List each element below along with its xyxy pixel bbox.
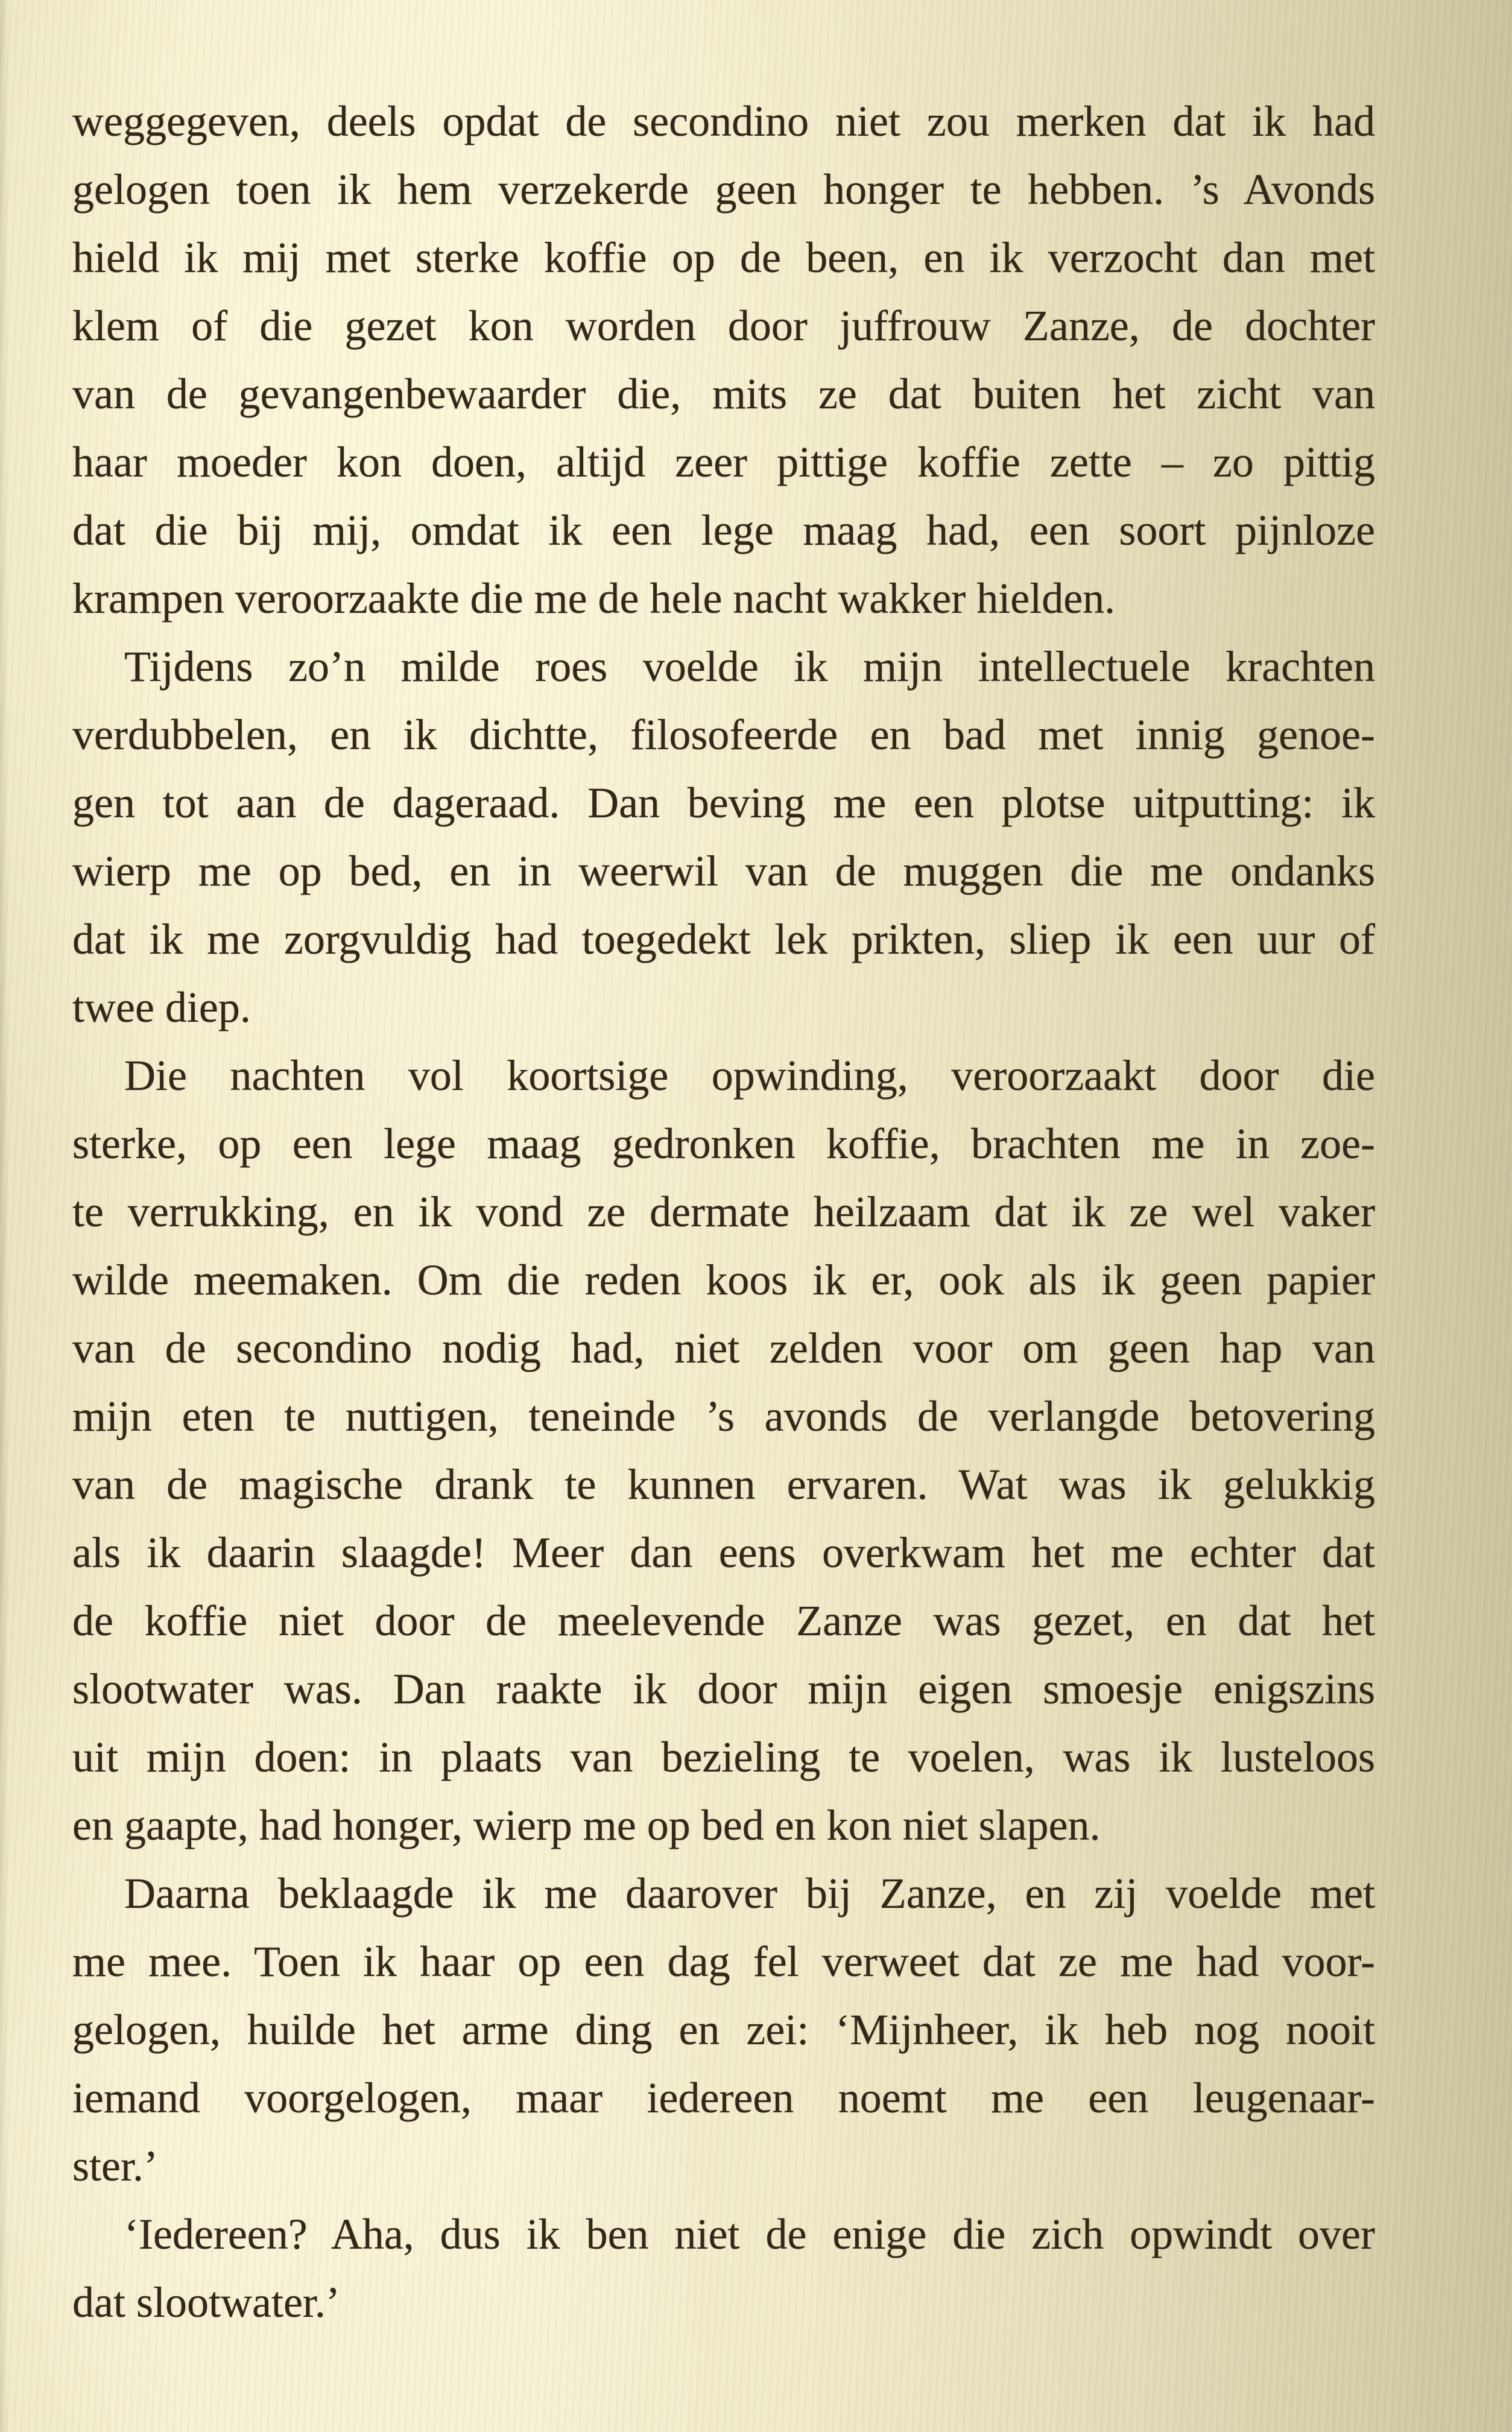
page-text: [72, 87, 1375, 2337]
text-line: twee diep.: [72, 983, 251, 1031]
text-line: uit mijn doen: in plaats van bezieling te voelen, was ik lusteloos: [72, 1733, 1375, 1781]
text-line: Daarna beklaagde ik me daarover bij Zanze, en zij voelde met: [124, 1869, 1375, 1917]
text-line: ‘Iedereen? Aha, dus ik ben niet de enige die zich opwindt over: [124, 2210, 1375, 2258]
text-line: wilde meemaken. Om die reden koos ik er, ook als ik geen papier: [72, 1256, 1375, 1304]
text-line: ster.’: [72, 2142, 158, 2190]
text-line: de koffie niet door de meelevende Zanze was gezet, en dat het: [72, 1597, 1375, 1645]
text-line: krampen veroorzaakte die me de hele nacht wakker hielden.: [72, 574, 1116, 622]
text-line: slootwater was. Dan raakte ik door mijn eigen smoesje enigszins: [72, 1665, 1375, 1713]
text-line: wierp me op bed, en in weerwil van de muggen die me ondanks: [72, 847, 1375, 895]
text-line: sterke, op een lege maag gedronken koffie, brachten me in zoe-: [72, 1119, 1375, 1168]
text-line: dat die bij mij, omdat ik een lege maag had, een soort pijnloze: [72, 506, 1375, 554]
text-line: gen tot aan de dageraad. Dan beving me een plotse uitputting: ik: [72, 779, 1375, 827]
text-line: en gaapte, had honger, wierp me op bed en kon niet slapen.: [72, 1801, 1101, 1849]
text-line: klem of die gezet kon worden door juffrouw Zanze, de dochter: [72, 302, 1375, 350]
text-line: van de secondino nodig had, niet zelden voor om geen hap van: [72, 1324, 1375, 1372]
text-line: dat slootwater.’: [72, 2278, 340, 2326]
text-line: Tijdens zo’n milde roes voelde ik mijn intellectuele krachten: [124, 642, 1375, 691]
text-line: weggegeven, deels opdat de secondino niet zou merken dat ik had: [72, 97, 1375, 145]
text-line: van de gevangenbewaarder die, mits ze dat buiten het zicht van: [72, 370, 1375, 418]
text-line: als ik daarin slaagde! Meer dan eens overkwam het me echter dat: [72, 1528, 1375, 1577]
text-line: te verrukking, en ik vond ze dermate heilzaam dat ik ze wel vaker: [72, 1188, 1375, 1236]
text-line: me mee. Toen ik haar op een dag fel verweet dat ze me had voor-: [72, 1937, 1375, 1986]
text-line: dat ik me zorgvuldig had toegedekt lek prikten, sliep ik een uur of: [72, 915, 1375, 963]
text-line: gelogen, huilde het arme ding en zei: ‘Mijnheer, ik heb nog nooit: [72, 2006, 1375, 2054]
text-line: gelogen toen ik hem verzekerde geen honger te hebben. ’s Avonds: [72, 165, 1375, 214]
text-line: hield ik mij met sterke koffie op de been, en ik verzocht dan met: [72, 233, 1375, 282]
text-line: verdubbelen, en ik dichtte, filosofeerde en bad met innig genoe-: [72, 711, 1375, 759]
text-line: iemand voorgelogen, maar iedereen noemt me een leugenaar-: [72, 2074, 1375, 2122]
text-line: mijn eten te nuttigen, teneinde ’s avonds de verlangde betovering: [72, 1392, 1375, 1440]
text-line: haar moeder kon doen, altijd zeer pittige koffie zette – zo pittig: [72, 438, 1375, 486]
text-line: Die nachten vol koortsige opwinding, veroorzaakt door die: [124, 1051, 1375, 1100]
text-line: van de magische drank te kunnen ervaren. Wat was ik gelukkig: [72, 1460, 1375, 1509]
